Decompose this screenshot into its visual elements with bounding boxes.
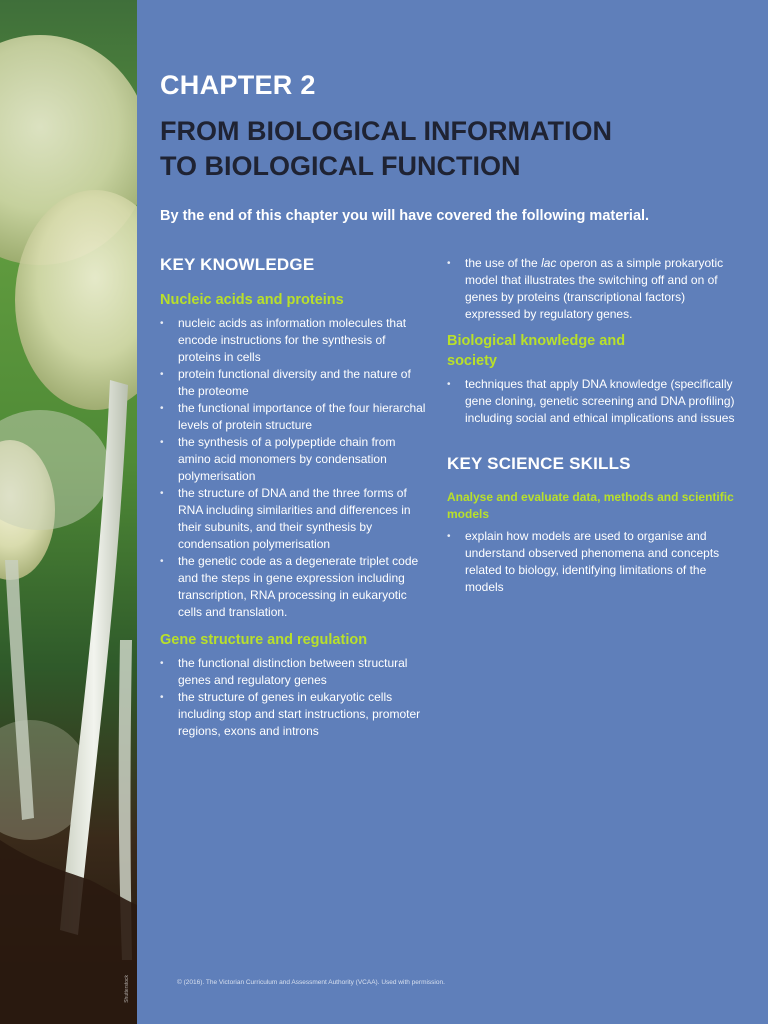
list-item: • techniques that apply DNA knowledge (specifically gene cloning, genetic screening and DNA profiling) including social and ethical implications and issues bbox=[447, 376, 737, 427]
nucleic-acids-list bbox=[160, 315, 430, 621]
chapter-title-line-2: TO BIOLOGICAL FUNCTION bbox=[160, 151, 521, 181]
section-title-gene-structure: Gene structure and regulation bbox=[160, 632, 368, 648]
science-skills-list bbox=[447, 528, 737, 596]
right-column bbox=[447, 255, 737, 596]
chapter-number: CHAPTER 2 bbox=[160, 70, 316, 100]
mushroom-photo-illustration bbox=[0, 0, 137, 1024]
list-item: • the genetic code as a degenerate triplet code and the steps in gene expression including transcription, RNA processing in eukaryotic cells and translation. bbox=[160, 553, 430, 621]
lac-operon-text-pre: the use of the bbox=[465, 256, 542, 270]
key-science-skills-heading: KEY SCIENCE SKILLS bbox=[447, 454, 631, 473]
list-item bbox=[447, 255, 737, 323]
society-list bbox=[447, 376, 737, 427]
gene-structure-list-continued bbox=[447, 255, 737, 323]
section-title-society: Biological knowledge and society bbox=[447, 333, 626, 369]
photo-credit: Shutterstock bbox=[124, 975, 130, 1003]
list-item: • the synthesis of a polypeptide chain from amino acid monomers by condensation polymerisation bbox=[160, 434, 430, 485]
list-item: • nucleic acids as information molecules that encode instructions for the synthesis of proteins in cells bbox=[160, 315, 430, 366]
list-item: • the structure of genes in eukaryotic cells including stop and start instructions, promoter regions, exons and introns bbox=[160, 689, 430, 740]
section-title-nucleic-acids: Nucleic acids and proteins bbox=[160, 292, 344, 308]
chapter-title bbox=[160, 114, 750, 184]
list-item: • the structure of DNA and the three forms of RNA including similarities and differences in their subunits, and their synthesis by condensation polymerisation bbox=[160, 485, 430, 553]
list-item: • explain how models are used to organise and understand observed phenomena and concepts related to biology, identifying limitations of the models bbox=[447, 528, 737, 596]
chapter-title-line-1: FROM BIOLOGICAL INFORMATION bbox=[160, 116, 612, 146]
list-item: • protein functional diversity and the nature of the proteome bbox=[160, 366, 430, 400]
key-knowledge-heading: KEY KNOWLEDGE bbox=[160, 255, 315, 274]
list-item: • the functional distinction between structural genes and regulatory genes bbox=[160, 655, 430, 689]
copyright-footer: © (2016). The Victorian Curriculum and Assessment Authority (VCAA). Used with permission. bbox=[177, 979, 445, 986]
science-skills-subheading: Analyse and evaluate data, methods and scientific models bbox=[447, 490, 734, 521]
chapter-intro: By the end of this chapter you will have covered the following material. bbox=[160, 208, 650, 224]
list-item: • the functional importance of the four hierarchal levels of protein structure bbox=[160, 400, 430, 434]
left-column bbox=[160, 255, 430, 740]
lac-operon-italic: lac bbox=[541, 256, 557, 270]
gene-structure-list bbox=[160, 655, 430, 740]
lac-operon-text-post: operon as a simple prokaryotic model that illustrates the switching off and on of genes by proteins (transcriptional factors) expressed by regulatory genes. bbox=[465, 256, 724, 321]
cover-photo bbox=[0, 0, 137, 1024]
